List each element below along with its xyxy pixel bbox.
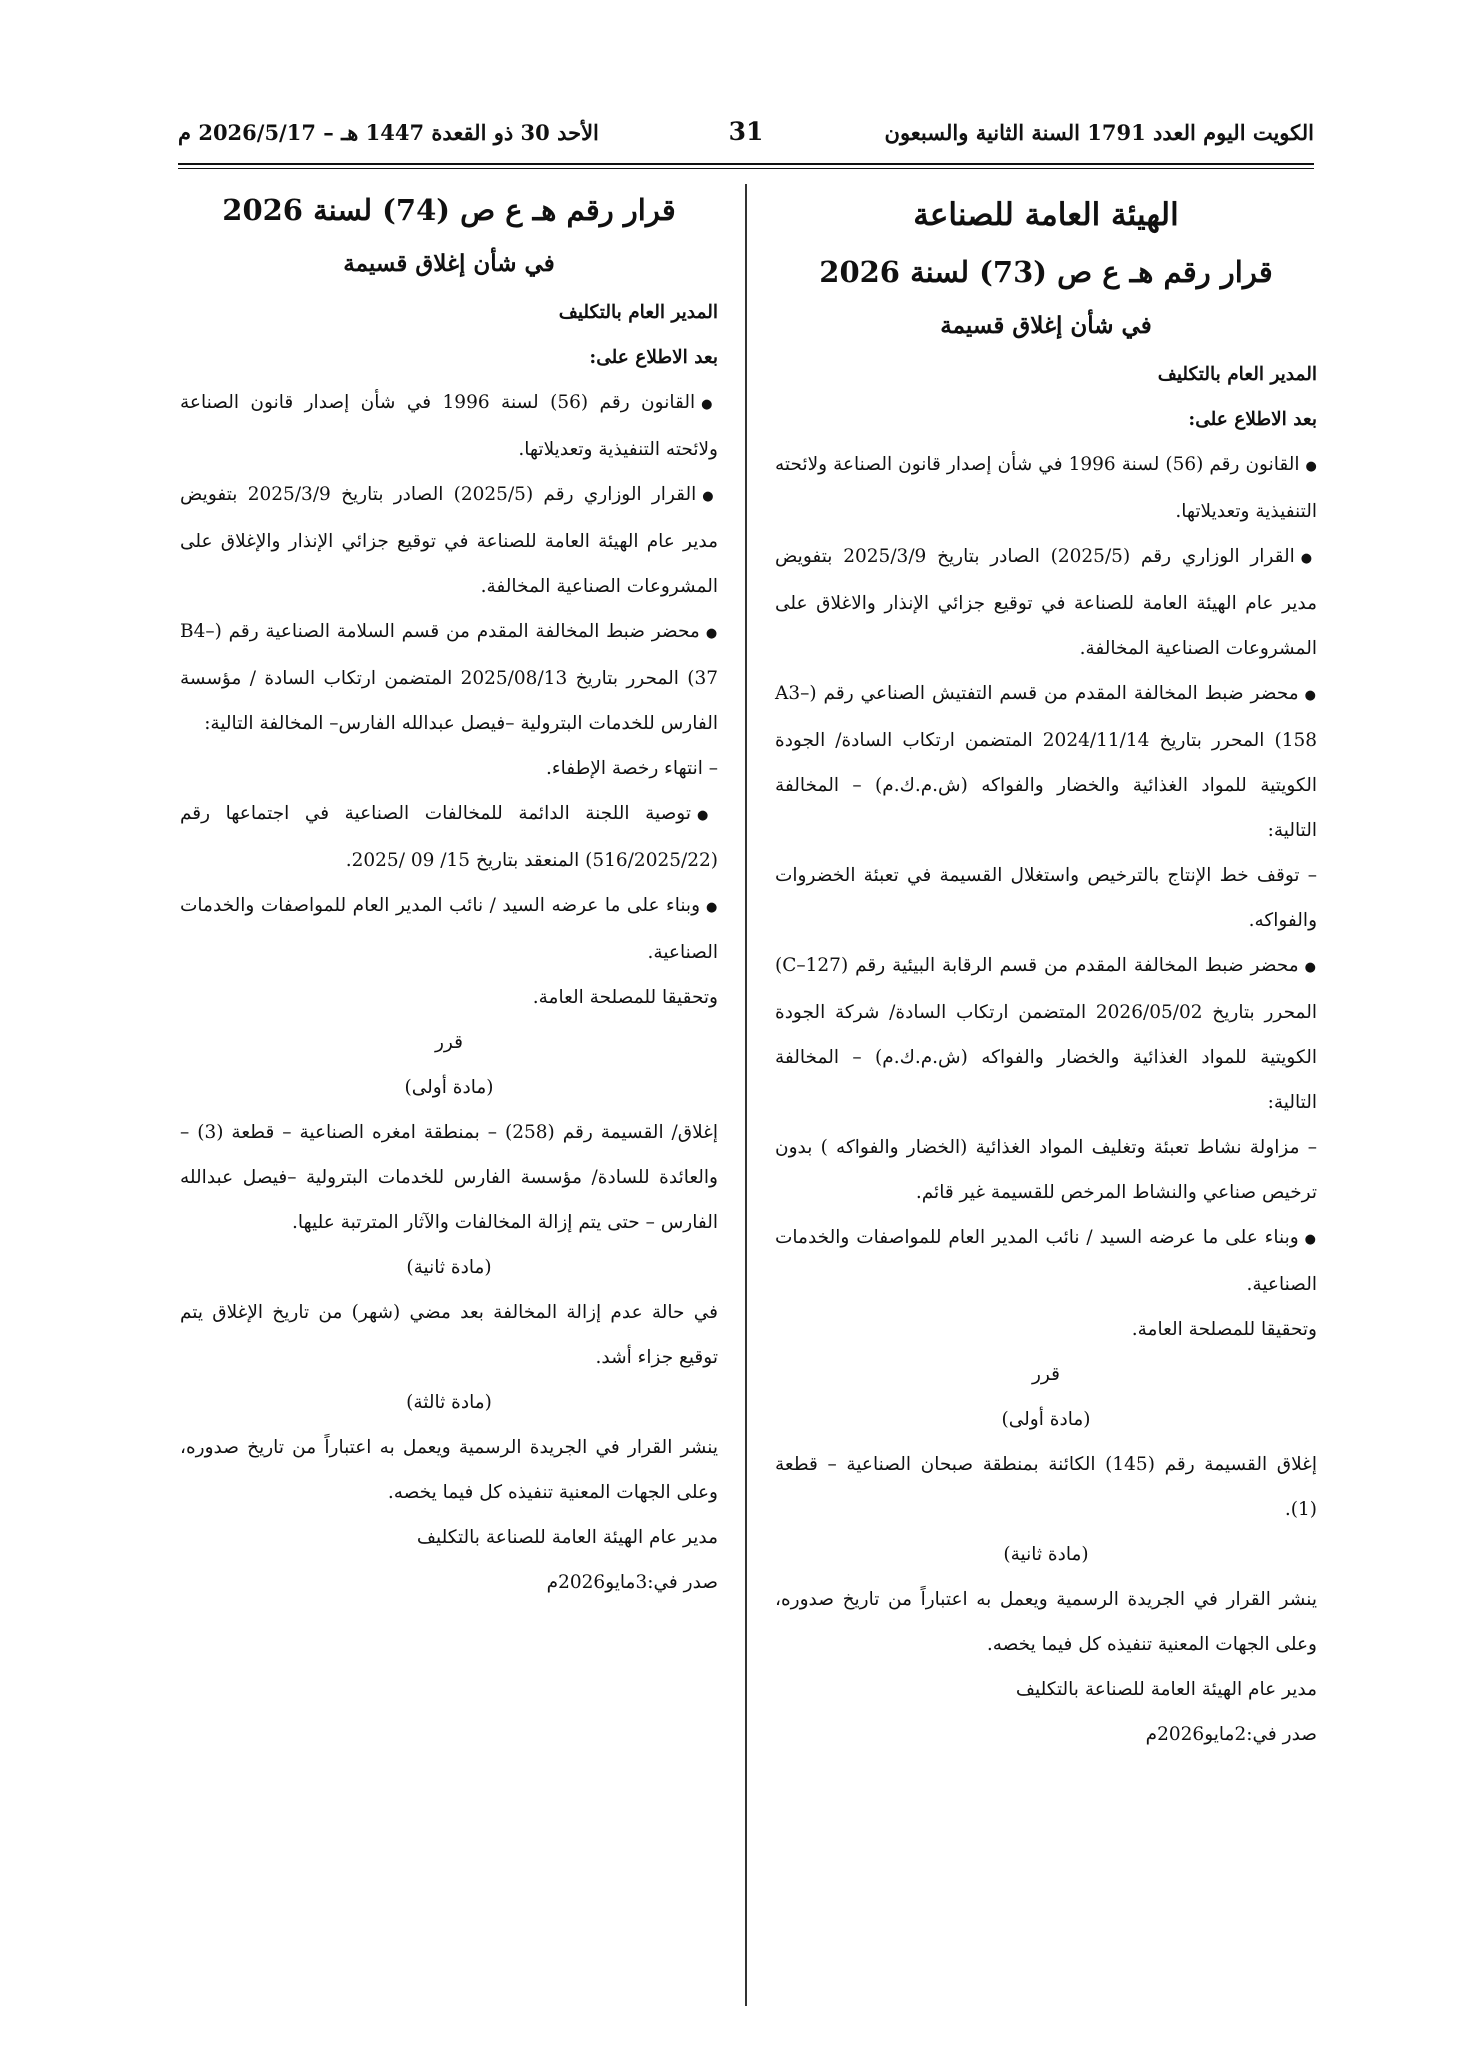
signature: مدير عام الهيئة العامة للصناعة بالتكليف xyxy=(1015,1679,1317,1700)
header-rule xyxy=(178,163,1314,169)
recital-violation-report-1: ● محضر ضبط المخالفة المقدم من قسم التفتيش الصناعي رقم (A3–158) المحرر بتاريخ 2024/11/14 المتضمن ارتكاب السادة/ الجودة الكويتية للمواد الغذائية والخضار والفواكه (ش.م.ك.م) – المخالفة التالية: xyxy=(775,671,1317,853)
recital-ministerial-decision: ● القرار الوزاري رقم (2025/5) الصادر بتاريخ 2025/3/9 بتفويض مدير عام الهيئة العامة للصناعة في توقيع جزائي الإنذار والاغلاق على المشروعات الصناعية المخالفة. xyxy=(775,534,1317,671)
recital-proposal: ● وبناء على ما عرضه السيد / نائب المدير العام للمواصفات والخدمات الصناعية. xyxy=(775,1215,1317,1307)
article-1-title: (مادة أولى) xyxy=(404,1077,494,1098)
article-3-title: (مادة ثالثة) xyxy=(406,1392,492,1413)
recital-ministerial-decision: ● القرار الوزاري رقم (2025/5) الصادر بتاريخ 2025/3/9 بتفويض مدير عام الهيئة العامة للصناعة في توقيع جزائي الإنذار والإغلاق على المشروعات الصناعية المخالفة. xyxy=(180,472,718,609)
decision-subject: في شأن إغلاق قسيمة xyxy=(343,250,555,277)
authority-title: الهيئة العامة للصناعة xyxy=(913,197,1179,233)
issuer: المدير العام بالتكليف xyxy=(558,302,718,323)
column-divider xyxy=(745,184,747,2006)
article-1-text: إغلاق القسيمة رقم (145) الكائنة بمنطقة صبحان الصناعية – قطعة (1). xyxy=(775,1454,1317,1520)
article-1-text: إغلاق/ القسيمة رقم (258) – بمنطقة امغره الصناعية – قطعة (3) – والعائدة للسادة/ مؤسسة الفارس للخدمات البترولية –فيصل عبدالله الفارس – حتى يتم إزالة المخالفات والآثار المترتبة عليها. xyxy=(180,1122,719,1233)
issue-date-line: صدر في:3مايو2026م xyxy=(546,1572,718,1593)
recital-public-interest: وتحقيقا للمصلحة العامة. xyxy=(1131,1319,1317,1340)
decided-heading: قرر xyxy=(1032,1364,1060,1385)
signature: مدير عام الهيئة العامة للصناعة بالتكليف xyxy=(416,1527,718,1548)
decision-title: قرار رقم هـ ع ص (73) لسنة 2026 xyxy=(819,255,1273,289)
violation-item-2: – مزاولة نشاط تعبئة وتغليف المواد الغذائية (الخضار والفواكه ) بدون ترخيص صناعي والنشاط المرخص للقسيمة غير قائم. xyxy=(775,1137,1317,1203)
recital-public-interest: وتحقيقا للمصلحة العامة. xyxy=(532,987,718,1008)
after-review: بعد الاطلاع على: xyxy=(1188,409,1317,430)
article-2-text: في حالة عدم إزالة المخالفة بعد مضي (شهر) من تاريخ الإغلاق يتم توقيع جزاء أشد. xyxy=(180,1302,718,1368)
article-3-text: ينشر القرار في الجريدة الرسمية ويعمل به اعتباراً من تاريخ صدوره، وعلى الجهات المعنية تنفيذه كل فيما يخصه. xyxy=(180,1437,718,1503)
decision-74-column xyxy=(180,182,718,1605)
recital-committee-recommendation: ● توصية اللجنة الدائمة للمخالفات الصناعية في اجتماعها رقم (516/2025/22) المنعقد بتاريخ 15/ 09 /2025. xyxy=(180,791,718,883)
decision-subject: في شأن إغلاق قسيمة xyxy=(940,312,1152,339)
article-1-title: (مادة أولى) xyxy=(1001,1409,1091,1430)
violation-item: – انتهاء رخصة الإطفاء. xyxy=(546,758,718,779)
article-2-title: (مادة ثانية) xyxy=(1003,1544,1089,1565)
issue-date-line: صدر في:2مايو2026م xyxy=(1145,1724,1317,1745)
recital-law: ● القانون رقم (56) لسنة 1996 في شأن إصدار قانون الصناعة ولائحته التنفيذية وتعديلاتها. xyxy=(775,442,1317,534)
recital-violation-report: ● محضر ضبط المخالفة المقدم من قسم السلامة الصناعية رقم (B4–37) المحرر بتاريخ 2025/08/13 المتضمن ارتكاب السادة / مؤسسة الفارس للخدمات البترولية –فيصل عبدالله الفارس– المخالفة التالية: xyxy=(180,609,718,746)
article-2-title: (مادة ثانية) xyxy=(406,1257,492,1278)
recital-proposal: ● وبناء على ما عرضه السيد / نائب المدير العام للمواصفات والخدمات الصناعية. xyxy=(180,883,718,975)
page-header xyxy=(178,117,1314,152)
violation-item-1: – توقف خط الإنتاج بالترخيص واستغلال القسيمة في تعبئة الخضروات والفواكه. xyxy=(775,865,1317,931)
article-2-text: ينشر القرار في الجريدة الرسمية ويعمل به اعتباراً من تاريخ صدوره، وعلى الجهات المعنية تنفيذه كل فيما يخصه. xyxy=(775,1589,1317,1655)
page-number: 31 xyxy=(728,117,764,146)
decided-heading: قرر xyxy=(435,1032,463,1053)
issue-info: الكويت اليوم العدد 1791 السنة الثانية والسبعون xyxy=(884,120,1314,145)
issuer: المدير العام بالتكليف xyxy=(1157,364,1317,385)
issue-date: الأحد 30 ذو القعدة 1447 هـ – 2026/5/17 م xyxy=(178,120,599,145)
decision-73-column xyxy=(775,186,1317,1757)
decision-title: قرار رقم هـ ع ص (74) لسنة 2026 xyxy=(222,193,676,227)
recital-violation-report-2: ● محضر ضبط المخالفة المقدم من قسم الرقابة البيئية رقم (C–127) المحرر بتاريخ 2026/05/02 المتضمن ارتكاب السادة/ شركة الجودة الكويتية للمواد الغذائية والخضار والفواكه (ش.م.ك.م) – المخالفة التالية: xyxy=(775,943,1317,1125)
recital-law: ● القانون رقم (56) لسنة 1996 في شأن إصدار قانون الصناعة ولائحته التنفيذية وتعديلاتها. xyxy=(180,380,718,472)
after-review: بعد الاطلاع على: xyxy=(589,347,718,368)
